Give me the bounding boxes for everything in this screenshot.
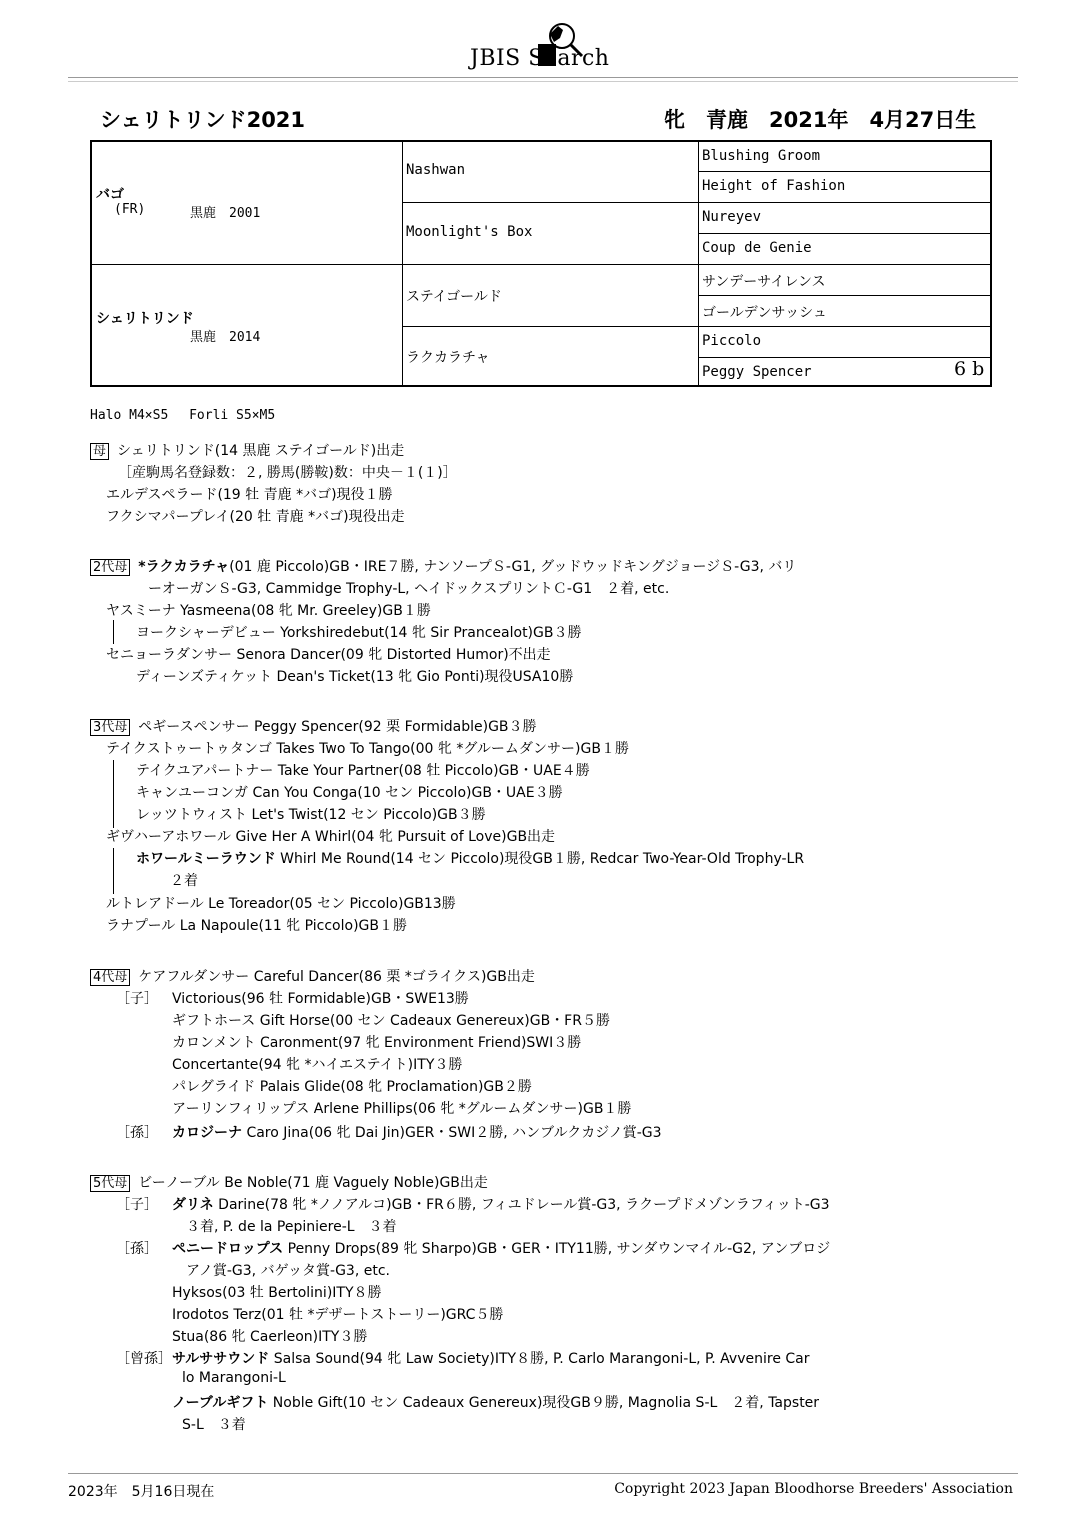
dam-color-year: 黒鹿 2014 <box>190 330 261 345</box>
family-line <box>106 826 555 846</box>
family-line <box>170 870 198 890</box>
family-line <box>136 666 573 686</box>
generation-header <box>90 1172 488 1192</box>
line-text: Darine(78 牝 *ノノアルコ)GB・FR６勝, フィユドレール賞-G3, ラクープドメゾンラフィット-G3 <box>213 1197 830 1213</box>
line-text: エルデスペラード(19 牡 青鹿 *バゴ)現役１勝 <box>106 487 393 503</box>
line-text: ーオーガンＳ-G3, Cammidge Trophy-L, ヘイドックスプリントＣ-G1 ２着, etc. <box>148 581 670 597</box>
line-text: Irodotos Terz(01 牡 *デザートストーリー)GRC５勝 <box>172 1307 504 1323</box>
line-text: シェリトリンド(14 黒鹿 ステイゴールド)出走 <box>117 443 405 459</box>
family-line <box>172 1348 810 1368</box>
line-text: アーリンフィリップス Arlene Phillips(06 牝 *グルームダンサー)GB１勝 <box>172 1101 632 1117</box>
jbis-logo[interactable] <box>470 18 640 73</box>
family-line <box>106 644 551 664</box>
line-text: パレグライド Palais Glide(08 牝 Proclamation)GB２勝 <box>172 1079 532 1095</box>
family-line <box>172 988 469 1008</box>
row-divider <box>92 264 990 265</box>
family-line <box>186 1260 390 1280</box>
line-text: Whirl Me Round(14 セン Piccolo)現役GB１勝, Redcar Two-Year-Old Trophy-LR <box>275 851 805 867</box>
family-line <box>106 915 407 935</box>
notable-horse-name[interactable]: カロジーナ <box>172 1125 242 1141</box>
generation-header <box>90 440 404 460</box>
generation-header <box>90 716 537 736</box>
sire-name[interactable]: バゴ <box>96 187 124 203</box>
family-number: 6 b <box>954 358 985 380</box>
header-divider-2 <box>68 81 1018 82</box>
dam-name[interactable]: シェリトリンド <box>96 311 194 327</box>
line-text: ［孫］ <box>116 1125 158 1141</box>
generation-label: 4代母 <box>90 969 130 986</box>
generation-label: 3代母 <box>90 719 130 736</box>
generation-label: 2代母 <box>90 559 130 576</box>
family-line <box>182 1370 286 1386</box>
row-divider <box>698 171 990 172</box>
line-text: (01 鹿 Piccolo)GB・IRE７勝, ナンソープＳ-G1, グッドウッドキングジョージＳ-G3, バリ <box>229 559 797 575</box>
family-line <box>136 848 804 868</box>
gen2-horse[interactable]: Moonlight's Box <box>406 224 533 240</box>
family-line <box>116 1122 158 1142</box>
line-text: フクシマパープレイ(20 牡 青鹿 *バゴ)現役出走 <box>106 509 405 525</box>
line-text: ディーンズティケット Dean's Ticket(13 牝 Gio Ponti)現役USA10勝 <box>136 669 574 685</box>
line-text: ２着 <box>170 873 198 889</box>
line-text: ラナプール La Napoule(11 牝 Piccolo)GB１勝 <box>106 918 407 934</box>
line-text: テイクストゥートゥタンゴ Takes Two To Tango(00 牝 *グルームダンサー)GB１勝 <box>106 741 629 757</box>
line-text: キャンユーコンガ Can You Conga(10 セン Piccolo)GB・UAE３勝 <box>136 785 563 801</box>
line-text: レッツトウィスト Let's Twist(12 セン Piccolo)GB３勝 <box>136 807 486 823</box>
family-line <box>172 1076 532 1096</box>
family-line <box>172 1122 662 1142</box>
family-line <box>116 1348 172 1368</box>
line-text: ギフトホース Gift Horse(00 セン Cadeaux Genereux)GB・FR５勝 <box>172 1013 610 1029</box>
family-line <box>106 506 405 526</box>
line-text: ［子］ <box>116 1197 158 1213</box>
line-text: Hyksos(03 牡 Bertolini)ITY８勝 <box>172 1285 382 1301</box>
generation-header <box>90 966 535 986</box>
family-line <box>136 760 590 780</box>
family-line <box>186 1216 397 1236</box>
family-line <box>172 1010 610 1030</box>
line-text: Victorious(96 牡 Formidable)GB・SWE13勝 <box>172 991 469 1007</box>
copyright: Copyright 2023 Japan Bloodhorse Breeders' Association <box>614 1481 1013 1497</box>
notable-horse-name[interactable]: ノーブルギフト <box>172 1395 269 1411</box>
line-text: アノ賞-G3, バゲッタ賞-G3, etc. <box>186 1263 390 1279</box>
notable-horse-name[interactable]: *ラクカラチャ <box>138 559 230 575</box>
family-line <box>116 988 158 1008</box>
family-line <box>172 1392 819 1412</box>
line-text: Stua(86 牝 Caerleon)ITY３勝 <box>172 1329 368 1345</box>
row-divider <box>698 357 990 358</box>
row-divider <box>698 295 990 296</box>
line-text: ルトレアドール Le Toreador(05 セン Piccolo)GB13勝 <box>106 896 456 912</box>
line-text: lo Marangoni-L <box>182 1370 286 1386</box>
family-line <box>172 1304 503 1324</box>
gen3-horse[interactable]: Nureyev <box>702 209 762 225</box>
gen3-horse[interactable]: Coup de Genie <box>702 240 812 256</box>
line-text: ３着, P. de la Pepiniere-L ３着 <box>186 1219 397 1235</box>
family-line <box>172 1032 581 1052</box>
notable-horse-name[interactable]: サルササウンド <box>172 1351 270 1367</box>
gen3-horse[interactable]: Piccolo <box>702 333 762 349</box>
row-divider <box>402 326 990 327</box>
gen2-horse[interactable]: ステイゴールド <box>406 289 502 305</box>
line-text: ヤスミーナ Yasmeena(08 牝 Mr. Greeley)GB１勝 <box>106 603 431 619</box>
line-text: S-L ３着 <box>182 1417 246 1433</box>
line-text: ［孫］ <box>116 1241 158 1257</box>
generation-label: 5代母 <box>90 1175 130 1192</box>
family-line <box>106 484 393 504</box>
line-text: Caro Jina(06 牝 Dai Jin)GER・SWI２勝, ハンブルクカジノ賞-G3 <box>242 1125 662 1141</box>
line-text: Salsa Sound(94 牝 Law Society)ITY８勝, P. Carlo Marangoni-L, P. Avvenire Car <box>269 1351 810 1367</box>
footer-divider <box>68 1473 1018 1474</box>
line-text: ケアフルダンサー Careful Dancer(86 栗 *ゴライクス)GB出走 <box>138 969 535 985</box>
line-text: ［曾孫］ <box>116 1351 172 1367</box>
gen2-horse[interactable]: ラクカラチャ <box>406 350 490 366</box>
family-line <box>106 893 456 913</box>
line-text: ヨークシャーデビュー Yorkshiredebut(14 牝 Sir Prancealot)GB３勝 <box>136 625 582 641</box>
family-line <box>172 1054 462 1074</box>
family-line <box>172 1098 631 1118</box>
tree-bar <box>113 620 114 644</box>
family-line <box>182 1414 246 1434</box>
sire-origin: (FR) <box>114 202 146 217</box>
family-line <box>172 1282 382 1302</box>
family-line <box>116 1238 158 1258</box>
line-text: ギヴハーアホワール Give Her A Whirl(04 牝 Pursuit of Love)GB出走 <box>106 829 556 845</box>
family-line <box>136 782 563 802</box>
row-divider <box>698 233 990 234</box>
family-line <box>106 738 629 758</box>
line-text: テイクユアパートナー Take Your Partner(08 牡 Piccolo)GB・UAE４勝 <box>136 763 590 779</box>
pedigree-table <box>90 140 992 387</box>
line-text: ［子］ <box>116 991 158 1007</box>
header-divider <box>68 77 1018 78</box>
family-line <box>136 804 486 824</box>
generation-label: 母 <box>90 443 109 460</box>
family-line <box>118 462 457 482</box>
horse-info: 牝 青鹿 2021年 4月27日生 <box>664 108 977 132</box>
generation-header <box>90 556 796 576</box>
family-line <box>172 1194 830 1214</box>
notable-horse-name[interactable]: ダリネ <box>172 1197 214 1213</box>
notable-horse-name[interactable]: ペニードロップス <box>172 1241 284 1257</box>
inbreeding-info: Halo M4×S5 Forli S5×M5 <box>90 408 276 423</box>
line-text: セニョーラダンサー Senora Dancer(09 牝 Distorted Humor)不出走 <box>106 647 551 663</box>
family-line <box>148 578 669 598</box>
family-line <box>106 600 431 620</box>
gen3-horse[interactable]: サンデーサイレンス <box>702 274 826 290</box>
horse-name: シェリトリンド2021 <box>100 108 306 132</box>
gen3-horse[interactable]: Peggy Spencer <box>702 364 812 380</box>
gen3-horse[interactable]: ゴールデンサッシュ <box>702 305 827 321</box>
line-text: ペギースペンサー Peggy Spencer(92 栗 Formidable)GB３勝 <box>138 719 537 735</box>
gen2-horse[interactable]: Nashwan <box>406 162 466 178</box>
line-text: Penny Drops(89 牝 Sharpo)GB・GER・ITY11勝, サンダウンマイル-G2, アンブロジ <box>283 1241 831 1257</box>
tree-bar <box>113 848 114 894</box>
line-text: Concertante(94 牝 *ハイエステイト)ITY３勝 <box>172 1057 463 1073</box>
row-divider <box>402 202 990 203</box>
family-line <box>172 1238 830 1258</box>
family-line <box>172 1326 367 1346</box>
as-of-date: 2023年 5月16日現在 <box>68 1484 215 1500</box>
gen3-horse[interactable]: Blushing Groom <box>702 148 821 164</box>
family-line <box>136 622 581 642</box>
gen3-horse[interactable]: Height of Fashion <box>702 178 846 194</box>
notable-horse-name[interactable]: ホワールミーラウンド <box>136 851 276 867</box>
family-line <box>116 1194 158 1214</box>
sire-color-year: 黒鹿 2001 <box>190 206 261 221</box>
line-text: ［産駒馬名登録数：２, 勝馬(勝鞍)数：中央－１(１)］ <box>118 465 457 481</box>
line-text: Noble Gift(10 セン Cadeaux Genereux)現役GB９勝, Magnolia S-L ２着, Tapster <box>268 1395 820 1411</box>
logo-text: JBIS Search <box>470 46 610 71</box>
line-text: ビーノーブル Be Noble(71 鹿 Vaguely Noble)GB出走 <box>138 1175 488 1191</box>
tree-bar <box>113 760 114 828</box>
line-text: カロンメント Caronment(97 牝 Environment Friend)SWI３勝 <box>172 1035 582 1051</box>
